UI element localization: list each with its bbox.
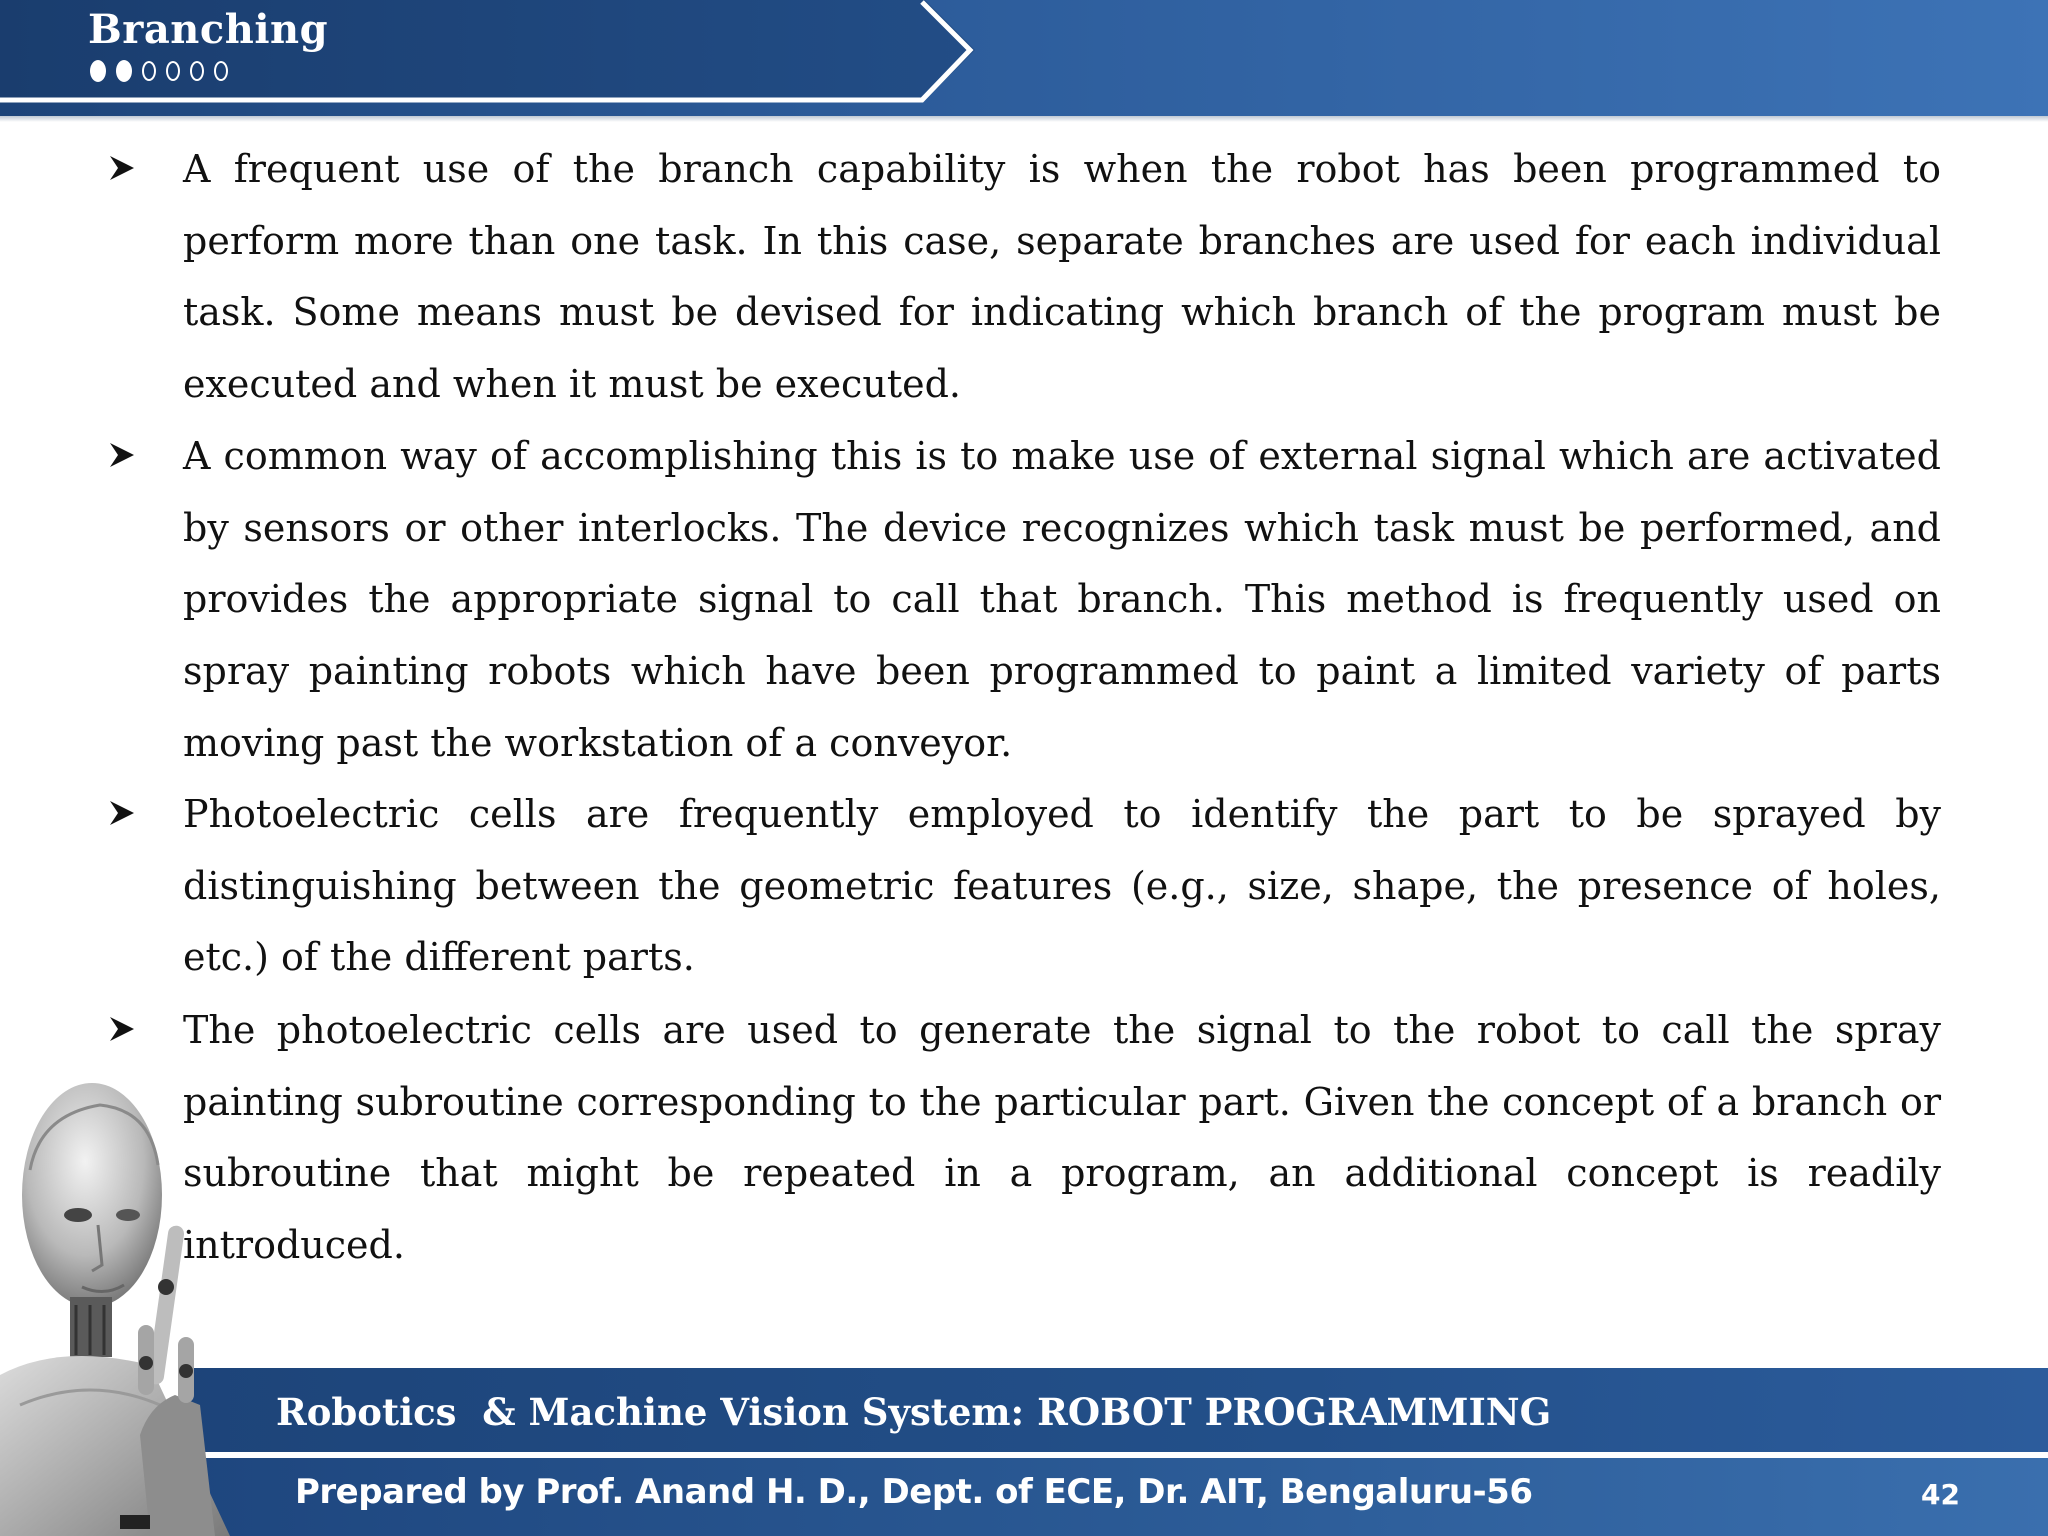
slide-footer <box>0 1368 2048 1536</box>
bullet-text: The photoelectric cells are used to generate the signal to the robot to call the spray painting subroutine corresponding to the particular part. Given the concept of a branch or subroutine that might be repeated in a program, an additional concept is readily introduced. <box>183 1008 1941 1268</box>
header-shadow <box>0 116 2048 122</box>
bullet-text: A frequent use of the branch capability is when the robot has been programmed to perform more than one task. In this case, separate branches are used for each individual task. Some means must be devised for indicating which branch of the program must be executed and when it must be executed. <box>183 147 1941 407</box>
course-title: Robotics & Machine Vision System: ROBOT PROGRAMMING <box>276 1390 1552 1434</box>
bullet-text: Photoelectric cells are frequently employed to identify the part to be sprayed by distinguishing between the geometric features (e.g., size, shape, the presence of holes, etc.) of the different parts. <box>183 792 1941 980</box>
progress-dot <box>190 61 204 81</box>
author-credit: Prepared by Prof. Anand H. D., Dept. of ECE, Dr. AIT, Bengaluru-56 <box>295 1472 1533 1512</box>
arrowhead-bullet-icon <box>108 799 136 827</box>
progress-dot <box>90 60 106 82</box>
progress-dot <box>142 61 156 81</box>
progress-dot <box>116 60 132 82</box>
bullet-text: A common way of accomplishing this is to make use of external signal which are activated by sensors or other interlocks. The device recognizes which task must be performed, and provides the appropriate signal to call that branch. This method is frequently used on spray painting robots which have been programmed to paint a limited variety of parts moving past the workstation of a conveyor. <box>183 434 1941 765</box>
page-title: Branching <box>88 6 329 53</box>
arrowhead-bullet-icon <box>108 441 136 469</box>
progress-dot <box>166 61 180 81</box>
slide-header <box>0 0 2048 120</box>
slide-number: 42 <box>1921 1478 1960 1511</box>
section-progress-dots <box>90 60 228 82</box>
humanoid-robot-illustration <box>0 1075 240 1536</box>
progress-dot <box>214 61 228 81</box>
arrowhead-bullet-icon <box>108 154 136 182</box>
arrowhead-bullet-icon <box>108 1015 136 1043</box>
